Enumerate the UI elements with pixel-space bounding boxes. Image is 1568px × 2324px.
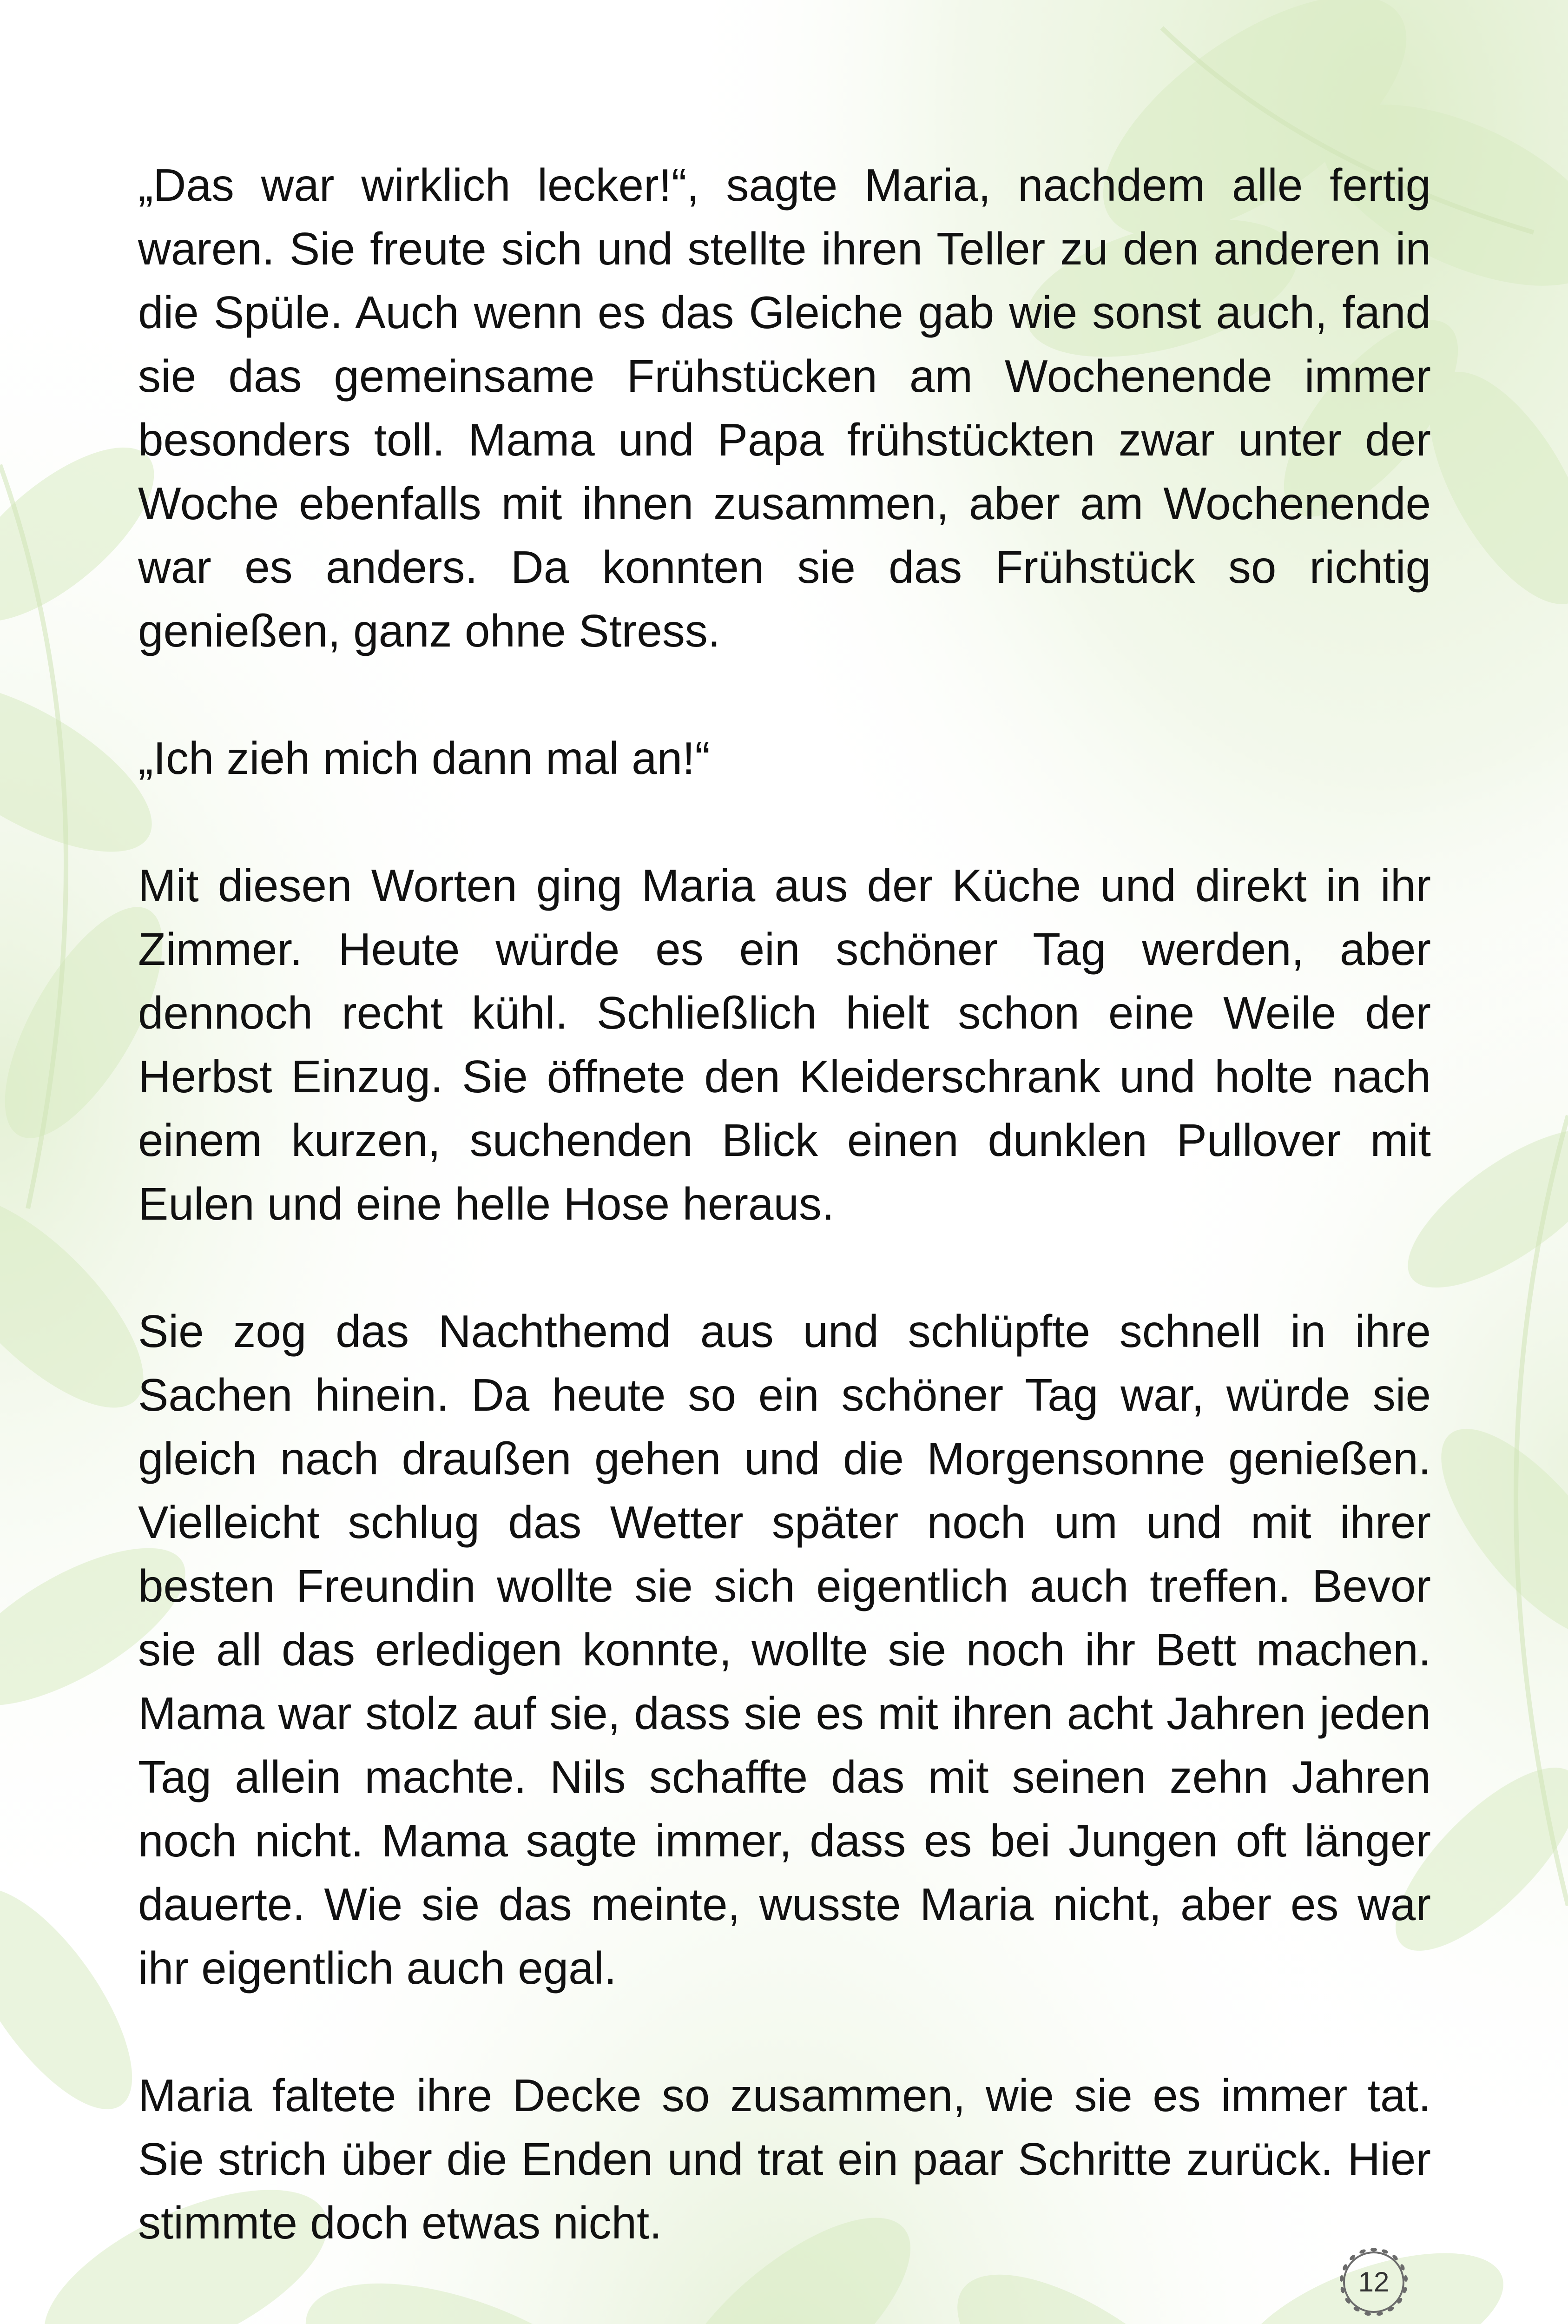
paragraph-2: „Ich zieh mich dann mal an!“ [138, 733, 710, 784]
page-number-badge [1337, 2245, 1411, 2319]
story-text [138, 153, 1431, 2255]
paragraph-4: Sie zog das Nachthemd aus und schlüpfte schnell in ihre Sachen hinein. Da heute so ein schöner Tag war, würde sie gleich nach draußen gehen und die Morgensonne genießen. Vielleicht schlug das Wetter später noch um und mit ihrer besten Freundin wollte sie sich eigentlich auch treffen. Bevor sie all das erledigen konnte, wollte sie noch ihr Bett machen. Mama war stolz auf sie, dass sie es mit ihren acht Jahren jeden Tag allein machte. Nils schaffte das mit seinen zehn Jahren noch nicht. Mama sagte immer, dass es bei Jungen oft länger dauerte. Wie sie das meinte, wusste Maria nicht, aber es war ihr eigentlich auch egal. [138, 1306, 1431, 1994]
paragraph-5: Maria faltete ihre Decke so zusammen, wie sie es immer tat. Sie strich über die Enden und trat ein paar Schritte zurück. Hier stimmte doch etwas nicht. [138, 2070, 1431, 2248]
paragraph-3: Mit diesen Worten ging Maria aus der Küche und direkt in ihr Zimmer. Heute würde es ein schöner Tag werden, aber dennoch recht kühl. Schließlich hielt schon eine Weile der Herbst Einzug. Sie öffnete den Kleiderschrank und holte nach einem kurzen, suchenden Blick einen dunklen Pullover mit Eulen und eine helle Hose heraus. [138, 860, 1431, 1229]
paragraph-1: „Das war wirklich lecker!“, sagte Maria, nachdem alle fertig waren. Sie freute sich und stellte ihren Teller zu den anderen in die Spüle. Auch wenn es das Gleiche gab wie sonst auch, fand sie das gemeinsame Frühstücken am Wochenende immer besonders toll. Mama und Papa frühstückten zwar unter der Woche ebenfalls mit ihnen zusammen, aber am Wochenende war es anders. Da konnten sie das Frühstück so richtig genießen, ganz ohne Stress. [138, 159, 1431, 656]
page-number: 12 [1358, 2266, 1390, 2298]
